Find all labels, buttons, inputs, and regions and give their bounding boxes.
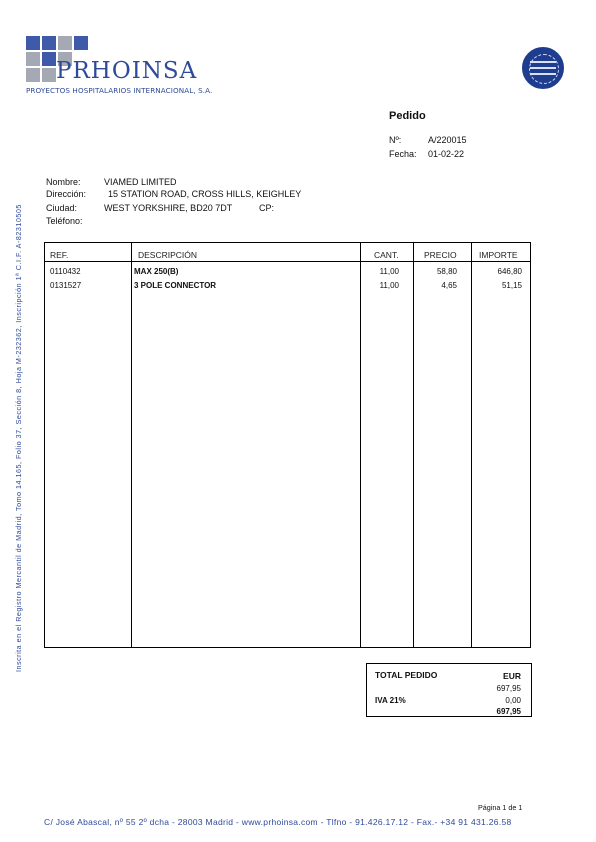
row-amount: 51,15 bbox=[501, 281, 522, 290]
customer-city-label: Ciudad: bbox=[46, 203, 78, 213]
row-ref: 0131527 bbox=[50, 281, 82, 290]
currency-label: EUR bbox=[503, 671, 521, 681]
customer-cp-label: CP: bbox=[259, 203, 275, 213]
certification-seal-icon bbox=[522, 47, 564, 89]
header-amount: IMPORTE bbox=[479, 250, 518, 260]
customer-city: WEST YORKSHIRE, BD20 7DT bbox=[104, 203, 233, 213]
row-description: MAX 250(B) bbox=[134, 267, 179, 276]
logo-square bbox=[26, 36, 40, 50]
logo-square bbox=[42, 52, 56, 66]
logo-square bbox=[26, 68, 40, 82]
logo-square bbox=[26, 52, 40, 66]
logo-square bbox=[42, 36, 56, 50]
row-description: 3 POLE CONNECTOR bbox=[134, 281, 217, 290]
logo-square bbox=[42, 68, 56, 82]
subtotal-value: 697,95 bbox=[496, 684, 521, 693]
company-subtitle: PROYECTOS HOSPITALARIOS INTERNACIONAL, S.A. bbox=[26, 86, 213, 95]
order-date-label: Fecha: bbox=[389, 149, 417, 159]
customer-address: 15 STATION ROAD, CROSS HILLS, KEIGHLEY bbox=[108, 189, 302, 199]
logo-square bbox=[74, 36, 88, 50]
document-title: Pedido bbox=[389, 110, 426, 122]
page-number: Página 1 de 1 bbox=[478, 803, 523, 812]
customer-address-label: Dirección: bbox=[46, 189, 87, 199]
row-price: 58,80 bbox=[436, 267, 457, 276]
order-number: A/220015 bbox=[428, 135, 467, 145]
order-number-label: Nº: bbox=[389, 135, 402, 145]
company-name: PRHOINSA bbox=[56, 58, 198, 84]
totals-box bbox=[366, 663, 532, 717]
customer-phone-label: Teléfono: bbox=[46, 216, 83, 226]
order-date: 01-02-22 bbox=[428, 149, 465, 159]
company-address-footer: C/ José Abascal, nº 55 2º dcha - 28003 Madrid - www.prhoinsa.com - Tlfno - 91.426.17.12 - Fax.- +34 91 431.26.58 bbox=[44, 817, 512, 827]
order-items-table bbox=[44, 242, 531, 648]
customer-name: VIAMED LIMITED bbox=[104, 177, 177, 187]
header-quantity: CANT. bbox=[374, 250, 399, 260]
row-quantity: 11,00 bbox=[379, 267, 399, 276]
total-label: TOTAL PEDIDO bbox=[375, 670, 438, 680]
row-ref: 0110432 bbox=[50, 267, 81, 276]
header-ref: REF. bbox=[50, 250, 69, 260]
customer-name-label: Nombre: bbox=[46, 177, 81, 187]
vat-value: 0,00 bbox=[505, 696, 521, 705]
grand-total-value: 697,95 bbox=[496, 707, 521, 716]
vat-label: IVA 21% bbox=[375, 696, 406, 705]
registry-info: Inscrita en el Registro Mercantil de Madrid, Tomo 14.165, Folio 37, Sección 8, Hoja M-232362, Inscripción 1ª C.I.F. A-82310505 bbox=[14, 204, 23, 672]
header-price: PRECIO bbox=[424, 250, 457, 260]
row-amount: 646,80 bbox=[497, 267, 522, 276]
row-price: 4,65 bbox=[441, 281, 457, 290]
header-description: DESCRIPCIÓN bbox=[138, 250, 198, 260]
row-quantity: 11,00 bbox=[379, 281, 399, 290]
logo-square bbox=[58, 36, 72, 50]
